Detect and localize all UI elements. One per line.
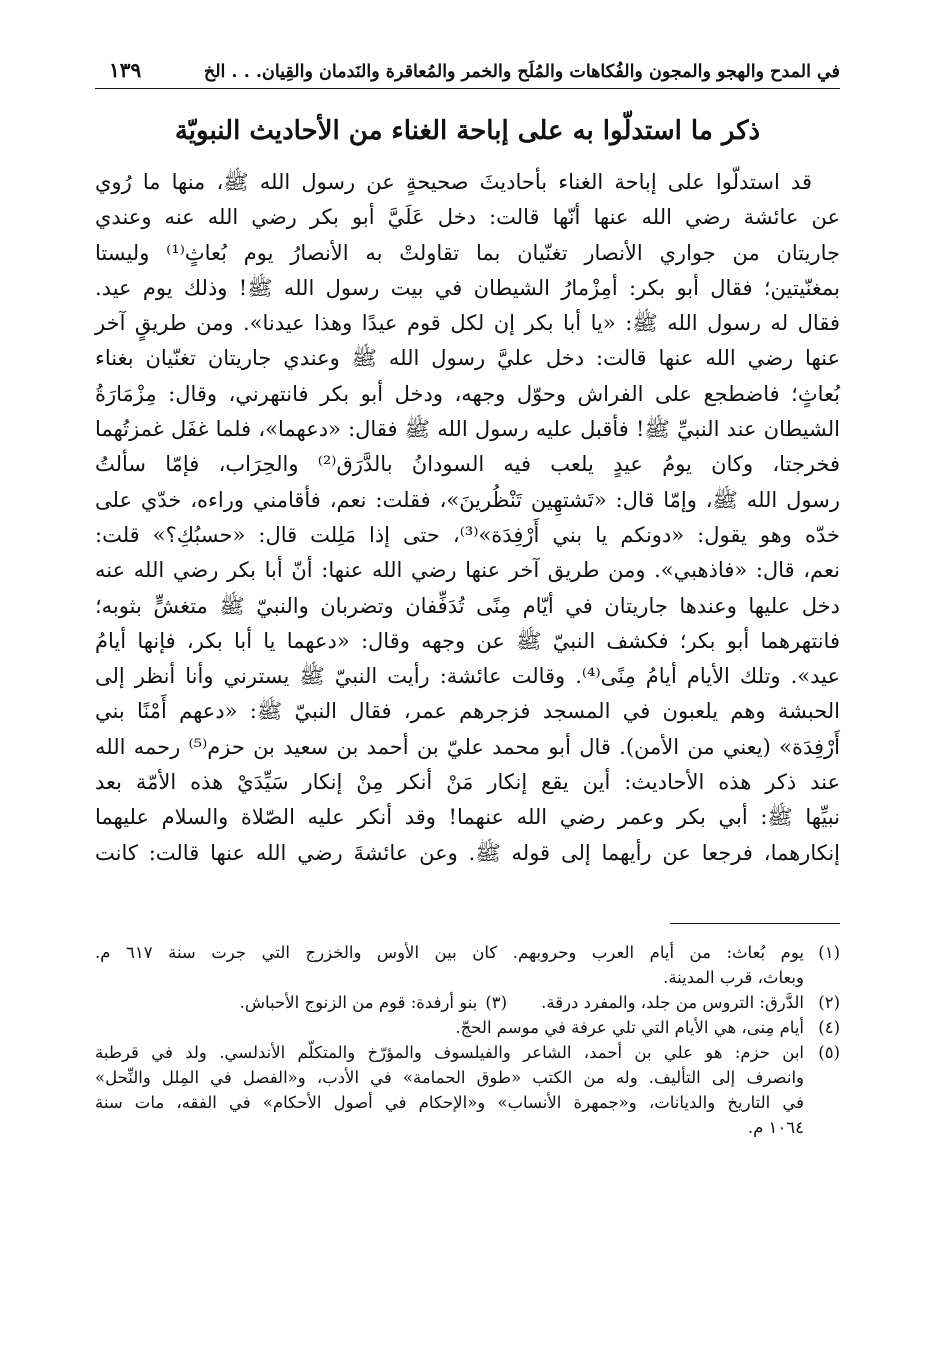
- body-line: بمغنّيتين؛ فقال أبو بكر: أمِزْمارُ الشيطان في بيت رسول الله ﷺ! وذلك يوم عيد.: [95, 275, 840, 300]
- footnote-line: بنو أرفدة: قوم من الزنوج الأحباش.: [239, 992, 478, 1012]
- running-header: [95, 58, 840, 89]
- book-page: [95, 58, 840, 1140]
- body-line: أَرْفِدَة» (يعني من الأمن). قال أبو محمد عليّ بن أحمد بن سعيد بن حزم⁽⁵⁾ رحمه الله: [95, 734, 840, 759]
- footnote-number: (١): [818, 942, 840, 962]
- page-number: ١٣٩: [109, 58, 142, 82]
- running-title: في المدح والهجو والمجون والفُكاهات والمُلَح والخمر والمُعاقرة والنَدمان والقِيان. . . الخ: [203, 62, 840, 82]
- body-line: الحبشة وهم يلعبون في المسجد فزجرهم عمر، فقال النبيّ ﷺ: «دعهم أَمْنًا بني: [95, 699, 840, 724]
- body-line: فانتهرهما أبو بكر؛ فكشف النبيّ ﷺ عن وجهه وقال: «دعهما يا أبا بكر، فإنها أيامُ: [95, 628, 840, 653]
- chapter-title: ذكر ما استدلّوا به على إباحة الغناء من الأحاديث النبويّة: [174, 116, 761, 146]
- footnote-line: أيام مِنى، هي الأيام التي تلي عرفة في موسم الحجّ.: [455, 1017, 804, 1037]
- footnotes: [95, 940, 840, 1140]
- body-line: الشيطان عند النبيِّ ﷺ! فأقبل عليه رسول الله ﷺ فقال: «دعهما»، فلما غفَل غمزتُهما: [95, 417, 840, 442]
- body-line: عنها رضي الله عنها قالت: دخل عليَّ رسول الله ﷺ وعندي جاريتان تغنّيان بغناء: [95, 346, 840, 371]
- footnote-number: (٥): [818, 1042, 840, 1062]
- body-line: نعم، قال: «فاذهبي». ومن طريق آخر عنها رضي الله عنها: أنّ أبا بكر رضي الله عنه: [95, 558, 840, 583]
- footnote-line: الدَّرق: التروس من جلد، والمفرد درقة.: [541, 992, 804, 1012]
- body-line: عند ذكر هذه الأحاديث: أين يقع إنكار مَنْ أنكر مِنْ إنكار سَيِّدَيْ هذه الأمّة بعد: [95, 770, 840, 795]
- footnote-number: (٣): [485, 992, 508, 1012]
- body-line: جاريتان من جواري الأنصار تغنّيان بما تقاولتْ به الأنصارُ يوم بُعاثٍ⁽¹⁾ وليستا: [95, 240, 840, 265]
- footnote-line: في التاريخ والديانات، و«جمهرة الأنساب» و«الإحكام في أصول الأحكام» في الفقه، مات سنة: [95, 1092, 804, 1112]
- body-text: [95, 165, 840, 871]
- body-line: عيد». وتلك الأيام أيامُ مِنًى⁽⁴⁾. وقالت عائشة: رأيت النبيّ ﷺ يسترني وأنا أنظر إلى: [95, 664, 840, 689]
- footnote-line: يوم بُعاث: من أيام العرب وحروبهم. كان بين الأوس والخزرج التي جرت سنة ٦١٧ م.: [95, 942, 804, 962]
- body-line: خدّه وهو يقول: «دونكم يا بني أَرْفِدَة»⁽³⁾، حتى إذا مَلِلت قال: «حسبُكِ؟» قلت:: [95, 522, 840, 547]
- footnote-2-3: [95, 990, 840, 1015]
- body-line: قد استدلّوا على إباحة الغناء بأحاديثَ صحيحةٍ عن رسول الله ﷺ، منها ما رُوي: [95, 170, 812, 194]
- footnote-1: [95, 940, 840, 990]
- footnote-line: ابن حزم: هو علي بن أحمد، الشاعر والفيلسوف والمؤرّخ والمتكلّم الأندلسي. ولد في قرطبة: [95, 1042, 804, 1062]
- body-line: فخرجتا، وكان يومُ عيدٍ يلعب فيه السودانُ بالدَّرَق⁽²⁾ والحِرَاب، فإمّا سألتُ: [95, 452, 840, 477]
- footnote-line: وانصرف إلى التأليف. وله من الكتب «طوق الحمامة» في الأدب، و«الفصل في المِلل والنِّحل»: [95, 1067, 804, 1087]
- footnote-number: (٤): [818, 1017, 840, 1037]
- footnote-line: ١٠٦٤ م.: [747, 1117, 804, 1137]
- body-line: فقال له رسول الله ﷺ: «يا أبا بكر إن لكل قوم عيدًا وهذا عيدنا». ومن طريقٍ آخر: [95, 311, 840, 336]
- body-line: إنكارهما، فرجعا عن رأيهما إلى قوله ﷺ. وعن عائشةَ رضي الله عنها قالت: كانت: [95, 840, 840, 865]
- footnote-5: [95, 1040, 840, 1140]
- footnote-number: (٢): [818, 992, 840, 1012]
- body-line: نبيِّها ﷺ: أبي بكر وعمر رضي الله عنهما! وقد أنكر عليه الصّلاة والسلام عليهما: [95, 805, 840, 830]
- footnote-line: وبعاث، قرب المدينة.: [663, 967, 804, 987]
- body-line: دخل عليها وعندها جاريتان في أيّام مِنًى تُدَفِّفان وتضربان والنبيّ ﷺ متغشٍّ بثوبه؛: [95, 593, 840, 618]
- footnote-4: [95, 1015, 840, 1040]
- body-line: بُعاثٍ؛ فاضطجع على الفراش وحوّل وجهه، ودخل أبو بكر فانتهرني، وقال: مِزْمَارَةُ: [95, 381, 840, 406]
- footnote-separator: [670, 923, 840, 924]
- body-line: رسول الله ﷺ، وإمّا قال: «تَشتهِين تَنْظُرينَ»، فقلت: نعم، فأقامني وراءه، خدّي على: [95, 487, 840, 512]
- body-line: عن عائشة رضي الله عنها أنّها قالت: دخل عَلَيَّ أبو بكر رضي الله عنه وعندي: [95, 205, 840, 230]
